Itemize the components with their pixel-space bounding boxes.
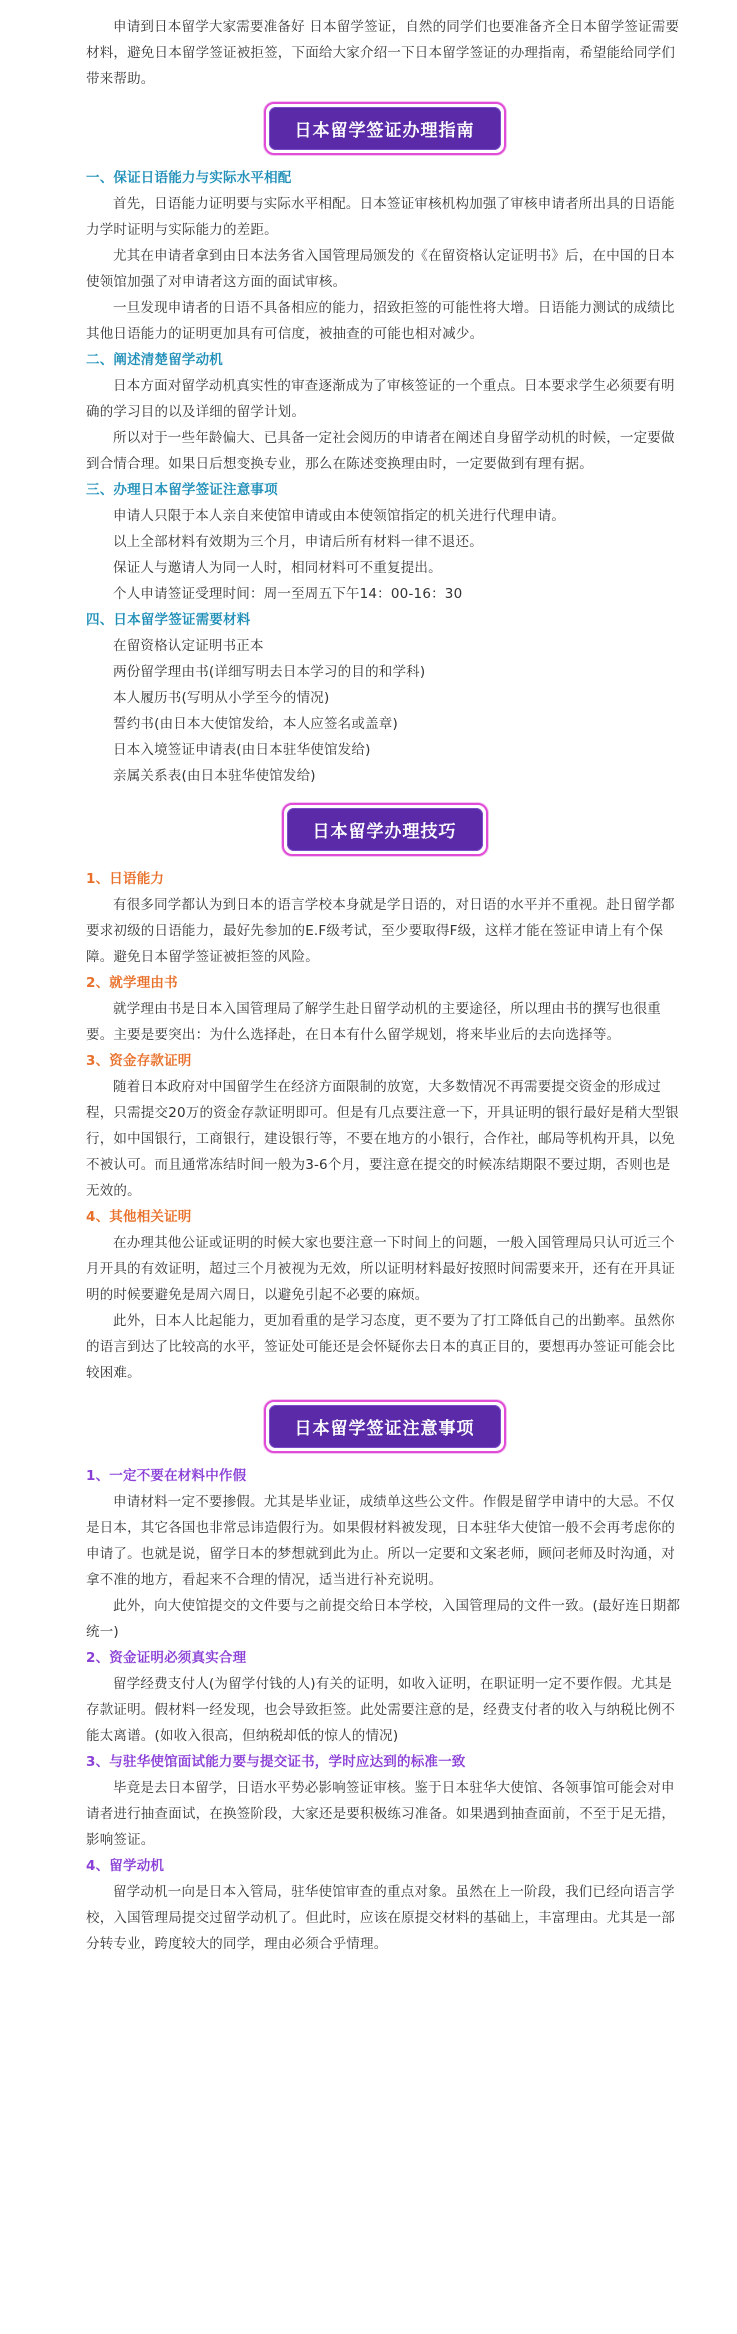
paragraph: 此外，向大使馆提交的文件要与之前提交给日本学校，入国管理局的文件一致。(最好连日期都统一) — [86, 1598, 681, 1640]
paragraph: 尤其在申请者拿到由日本法务省入国管理局颁发的《在留资格认定证明书》后，在中国的日本使领馆加强了对申请者这方面的面试审核。 — [86, 248, 675, 290]
paragraph: 有很多同学都认为到日本的语言学校本身就是学日语的，对日语的水平并不重视。赴日留学都要求初级的日语能力，最好先参加的E.F级考试，至少要取得F级，这样才能在签证申请上有个保障。避免日本留学签证被拒签的风险。 — [86, 897, 675, 965]
paragraph: 以上全部材料有效期为三个月，申请后所有材料一律不退还。 — [113, 534, 483, 550]
paragraph: 留学动机一向是日本入管局，驻华使馆审查的重点对象。虽然在上一阶段，我们已经向语言学校，入国管理局提交过留学动机了。但此时，应该在原提交材料的基础上，丰富理由。尤其是一部分转专业，跨度较大的同学，理由必须合乎情理。 — [86, 1884, 676, 1952]
heading-language-ability: 一、保证日语能力与实际水平相配 — [86, 170, 292, 186]
banner-title: 日本留学签证办理指南 — [269, 107, 501, 150]
heading-deposit-proof: 3、资金存款证明 — [86, 1053, 192, 1069]
list-item: 本人履历书(写明从小学至今的情况) — [113, 690, 330, 706]
paragraph: 申请材料一定不要掺假。尤其是毕业证，成绩单这些公文件。作假是留学申请中的大忌。不仅是日本，其它各国也非常忌讳造假行为。如果假材料被发现，日本驻华大使馆一般不会再考虑你的申请了。也就是说，留学日本的梦想就到此为止。所以一定要和文案老师，顾问老师及时沟通，对拿不准的地方，看起来不合理的情况，适当进行补充说明。 — [86, 1494, 676, 1588]
section-banner-visa-guide-wrap — [86, 102, 683, 155]
section-banner-tips-wrap — [86, 803, 683, 856]
list-item: 日本入境签证申请表(由日本驻华使馆发给) — [113, 742, 371, 758]
section-banner-visa-guide — [264, 102, 506, 155]
list-item: 两份留学理由书(详细写明去日本学习的目的和学科) — [113, 664, 426, 680]
heading-japanese-ability: 1、日语能力 — [86, 871, 165, 887]
paragraph: 首先，日语能力证明要与实际水平相配。日本签证审核机构加强了审核申请者所出具的日语能力学时证明与实际能力的差距。 — [86, 196, 675, 238]
paragraph: 毕竟是去日本留学，日语水平势必影响签证审核。鉴于日本驻华大使馆、各领事馆可能会对申请者进行抽查面试，在换签阶段，大家还是要积极练习准备。如果遇到抽查面前，不至于足无措，影响签证。 — [86, 1780, 676, 1848]
paragraph: 个人申请签证受理时间：周一至周五下午14：00-16：30 — [113, 586, 463, 602]
heading-study-reason: 2、就学理由书 — [86, 975, 178, 991]
heading-required-materials: 四、日本留学签证需要材料 — [86, 612, 251, 628]
paragraph: 在办理其他公证或证明的时候大家也要注意一下时间上的问题，一般入国管理局只认可近三个月开具的有效证明，超过三个月被视为无效，所以证明材料最好按照时间需要来开，还有在开具证明的时候要避免是周六周日，以避免引起不必要的麻烦。 — [86, 1235, 676, 1303]
list-item: 亲属关系表(由日本驻华使馆发给) — [113, 768, 316, 784]
list-item: 誓约书(由日本大使馆发给，本人应签名或盖章) — [113, 716, 398, 732]
section-banner-notes-wrap — [86, 1400, 683, 1453]
paragraph: 所以对于一些年龄偏大、已具备一定社会阅历的申请者在阐述自身留学动机的时候，一定要做到合情合理。如果日后想变换专业，那么在陈述变换理由时，一定要做到有理有据。 — [86, 430, 675, 472]
paragraph: 随着日本政府对中国留学生在经济方面限制的放宽，大多数情况不再需要提交资金的形成过程，只需提交20万的资金存款证明即可。但是有几点要注意一下，开具证明的银行最好是稍大型银行，如中国银行，工商银行，建设银行等，不要在地方的小银行，合作社，邮局等机构开具，以免不被认可。而且通常冻结时间一般为3-6个月，要注意在提交的时候冻结期限不要过期，否则也是无效的。 — [86, 1079, 679, 1199]
section-banner-tips — [282, 803, 488, 856]
list-item: 在留资格认定证明书正本 — [113, 638, 264, 654]
paragraph: 申请人只限于本人亲自来使馆申请或由本使领馆指定的机关进行代理申请。 — [113, 508, 566, 524]
banner-title: 日本留学签证注意事项 — [269, 1405, 501, 1448]
heading-interview-ability: 3、与驻华使馆面试能力要与提交证书，学时应达到的标准一致 — [86, 1754, 466, 1770]
paragraph: 就学理由书是日本入国管理局了解学生赴日留学动机的主要途径，所以理由书的撰写也很重要。主要是要突出：为什么选择赴，在日本有什么留学规划，将来毕业后的去向选择等。 — [86, 1001, 661, 1043]
heading-study-motive: 4、留学动机 — [86, 1858, 165, 1874]
heading-other-proofs: 4、其他相关证明 — [86, 1209, 192, 1225]
heading-no-fake-materials: 1、一定不要在材料中作假 — [86, 1468, 247, 1484]
heading-visa-notes: 三、办理日本留学签证注意事项 — [86, 482, 278, 498]
heading-funds-proof: 2、资金证明必须真实合理 — [86, 1650, 247, 1666]
paragraph: 留学经费支付人(为留学付钱的人)有关的证明，如收入证明，在职证明一定不要作假。尤其是存款证明。假材料一经发现，也会导致拒签。此处需要注意的是，经费支付者的收入与纳税比例不能太离谱。(如收入很高，但纳税却低的惊人的情况) — [86, 1676, 676, 1744]
paragraph: 一旦发现申请者的日语不具备相应的能力，招致拒签的可能性将大增。日语能力测试的成绩比其他日语能力的证明更加具有可信度，被抽查的可能也相对减少。 — [86, 300, 675, 342]
paragraph: 保证人与邀请人为同一人时，相同材料可不重复提出。 — [113, 560, 442, 576]
paragraph: 此外，日本人比起能力，更加看重的是学习态度，更不要为了打工降低自己的出勤率。虽然你的语言到达了比较高的水平，签证处可能还是会怀疑你去日本的真正目的，要想再办签证可能会比较困难。 — [86, 1313, 676, 1381]
banner-title: 日本留学办理技巧 — [287, 808, 483, 851]
intro-paragraph: 申请到日本留学大家需要准备好 日本留学签证，自然的同学们也要准备齐全日本留学签证需要材料，避免日本留学签证被拒签，下面给大家介绍一下日本留学签证的办理指南，希望能给同学们带来帮助。 — [86, 19, 680, 87]
section-banner-notes — [264, 1400, 506, 1453]
heading-study-motivation: 二、阐述清楚留学动机 — [86, 352, 223, 368]
paragraph: 日本方面对留学动机真实性的审查逐渐成为了审核签证的一个重点。日本要求学生必须要有明确的学习目的以及详细的留学计划。 — [86, 378, 675, 420]
